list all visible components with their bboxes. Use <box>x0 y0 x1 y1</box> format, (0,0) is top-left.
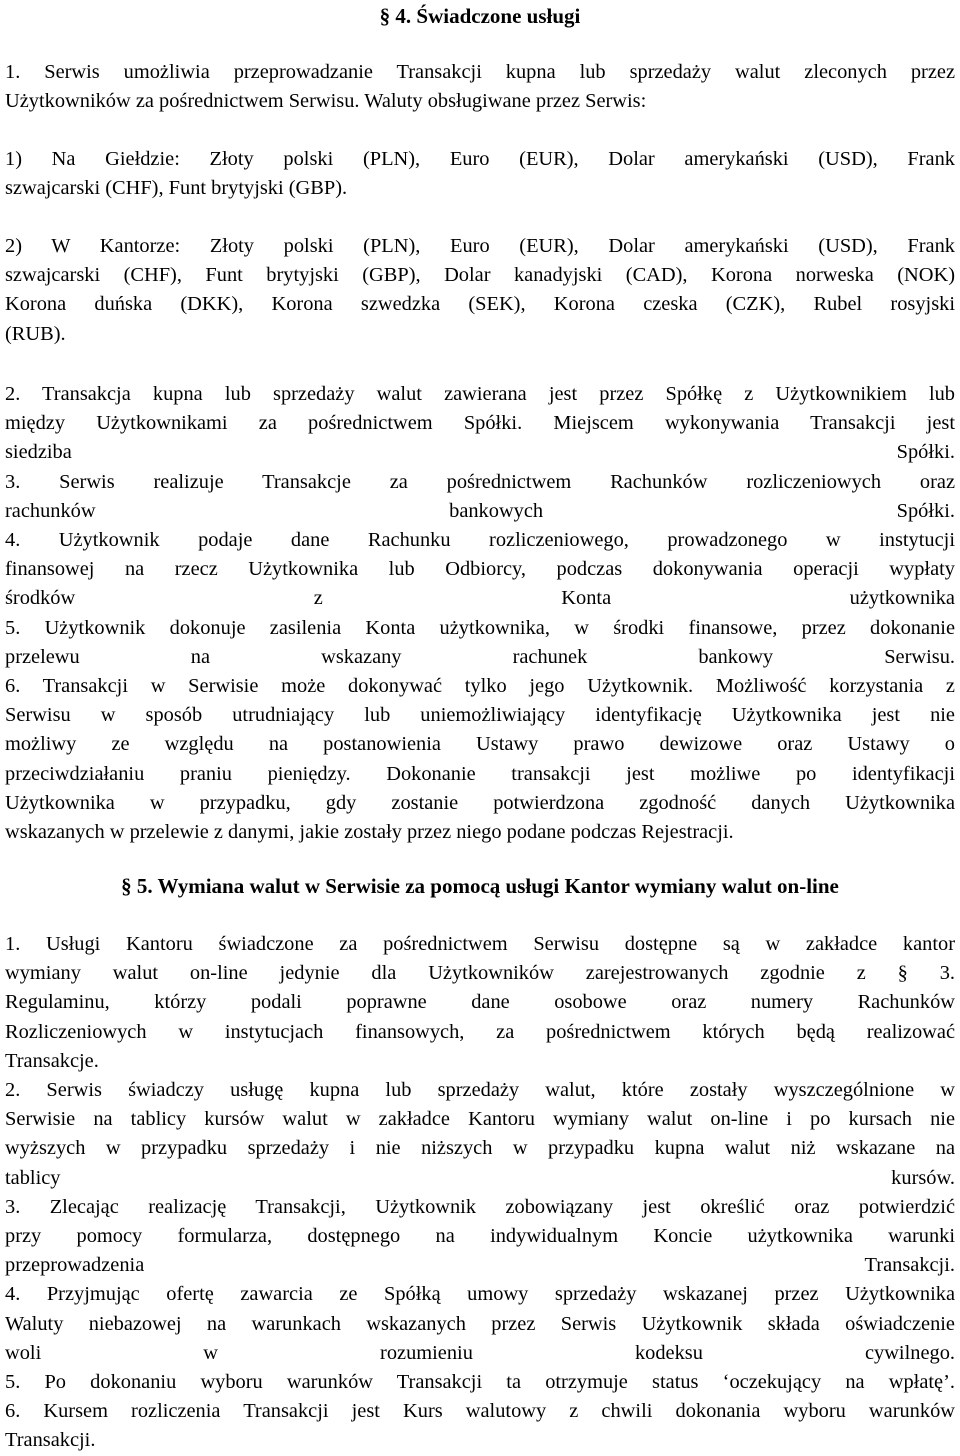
section-4-paragraph-1a: 1) Na Giełdzie: Złoty polski (PLN), Euro (EUR), Dolar amerykański (USD), Frank szwajcarski (CHF), Funt brytyjski (GBP). <box>5 148 955 200</box>
section-4-paragraph-6: 6. Transakcji w Serwisie może dokonywać tylko jego Użytkownik. Możliwość korzystania z <box>5 675 955 698</box>
section-5-paragraph-1: 1. Usługi Kantoru świadczone za pośrednictwem Serwisu dostępne są w zakładce kantor wymiany walut on-line jedynie dla Użytkowników zarejestrowanych zgodnie z § 3. Regulaminu, którzy podali poprawne dane osobowe oraz numery Rachunków Rozliczeniowych w instytucjach finansowych, za pośrednictwem których będą realizować Transakcje. 2. Serwis świadczy usługę kupna lub sprzedaży walut, które zostały wyszczególnione w Serwisie na tablicy kursów walut w zakładce Kantoru wymiany walut on-line i po kursach nie wyższych w przypadku sprzedaży i nie niższych w przypadku kupna walut niż wskazane na tablicy kursów. 3. Zlecając realizację Transakcji, Użytkownik zobowiązany jest określić oraz potwierdzić przy pomocy formularza, dostępnego na indywidualnym Koncie użytkownika warunki przeprowadzenia Transakcji. 4. Przyjmując ofertę zawarcia ze Spółką umowy sprzedaży wskazanej przez Użytkownika Waluty niebazowej na warunkach wskazanych przez Serwis Użytkownik składa oświadczenie woli w rozumieniu kodeksu cywilnego. 5. Po dokonaniu wyboru warunków Transakcji ta otrzymuje status ‘oczekujący na wpłatę’. 6. Kursem rozliczenia Transakcji jest Kurs walutowy z chwili dokonania wyboru warunków Transakcji. <box>5 933 955 1452</box>
section-4-paragraph-5: 5. Użytkownik dokonuje zasilenia Konta użytkownika, w środki finansowe, przez dokonanie <box>5 616 955 639</box>
section-4-paragraph-2: 2. Transakcja kupna lub sprzedaży walut zawierana jest przez Spółkę z Użytkownikiem lub między Użytkownikami za pośrednictwem Spółki. Miejscem wykonywania Transakcji jest siedziba Spółki. 3. Serwis realizuje Transakcje za pośrednictwem Rachunków rozliczeniowych oraz rachunków bankowych Spółki. 4. Użytkownik podaje dane Rachunku rozliczeniowego, prowadzonego w instytucji finansowej na rzecz Użytkownika lub Odbiorcy, podczas dokonywania operacji wypłaty środków z Konta użytkownika 5. Użytkownik dokonuje zasilenia Konta użytkownika, w środki finansowe, przez dokonanie przelewu na wskazany rachunek bankowy Serwisu. 6. Transakcji w Serwisie może dokonywać tylko jego Użytkownik. Możliwość korzystania z Serwisu w sposób utrudniający lub uniemożliwiający identyfikację Użytkownika jest nie możliwy ze względu na postanowienia Ustawy prawo dewizowe oraz Ustawy o przeciwdziałaniu praniu pieniędzy. Dokonanie transakcji jest możliwe po identyfikacji Użytkownika w przypadku, gdy zostanie potwierdzona zgodność danych Użytkownika wskazanych w przelewie z danymi, jakie zostały przez niego podane podczas Rejestracji. <box>5 383 955 844</box>
section-5-heading: § 5. Wymiana walut w Serwisie za pomocą usługi Kantor wymiany walut on-line <box>121 874 839 898</box>
section-5-paragraph-6: 6. Kursem rozliczenia Transakcji jest Kurs walutowy z chwili dokonania wyboru warunków <box>5 1400 955 1423</box>
section-4-paragraph-1b: 2) W Kantorze: Złoty polski (PLN), Euro (EUR), Dolar amerykański (USD), Frank szwajcarski (CHF), Funt brytyjski (GBP), Dolar kanadyjski (CAD), Korona norweska (NOK) Korona duńska (DKK), Korona szwedzka (SEK), Korona czeska (CZK), Rubel rosyjski (RUB). <box>5 235 955 345</box>
section-5-paragraph-3: 3. Zlecając realizację Transakcji, Użytkownik zobowiązany jest określić oraz potwierdzić <box>5 1195 955 1218</box>
section-4-paragraph-3: 3. Serwis realizuje Transakcje za pośrednictwem Rachunków rozliczeniowych oraz <box>5 470 955 493</box>
section-5-paragraph-4: 4. Przyjmując ofertę zawarcia ze Spółką umowy sprzedaży wskazanej przez Użytkownika <box>5 1283 955 1306</box>
section-4-heading: § 4. Świadczone usługi <box>379 4 581 28</box>
section-5-paragraph-5: 5. Po dokonaniu wyboru warunków Transakcji ta otrzymuje status ‘oczekujący na wpłatę’. <box>5 1371 955 1394</box>
section-4-paragraph-1: 1. Serwis umożliwia przeprowadzanie Transakcji kupna lub sprzedaży walut zleconych przez Użytkowników za pośrednictwem Serwisu. Waluty obsługiwane przez Serwis: <box>5 61 955 113</box>
section-4-paragraph-4: 4. Użytkownik podaje dane Rachunku rozliczeniowego, prowadzonego w instytucji <box>5 529 955 552</box>
section-5-paragraph-2: 2. Serwis świadczy usługę kupna lub sprzedaży walut, które zostały wyszczególnione w <box>5 1079 955 1102</box>
